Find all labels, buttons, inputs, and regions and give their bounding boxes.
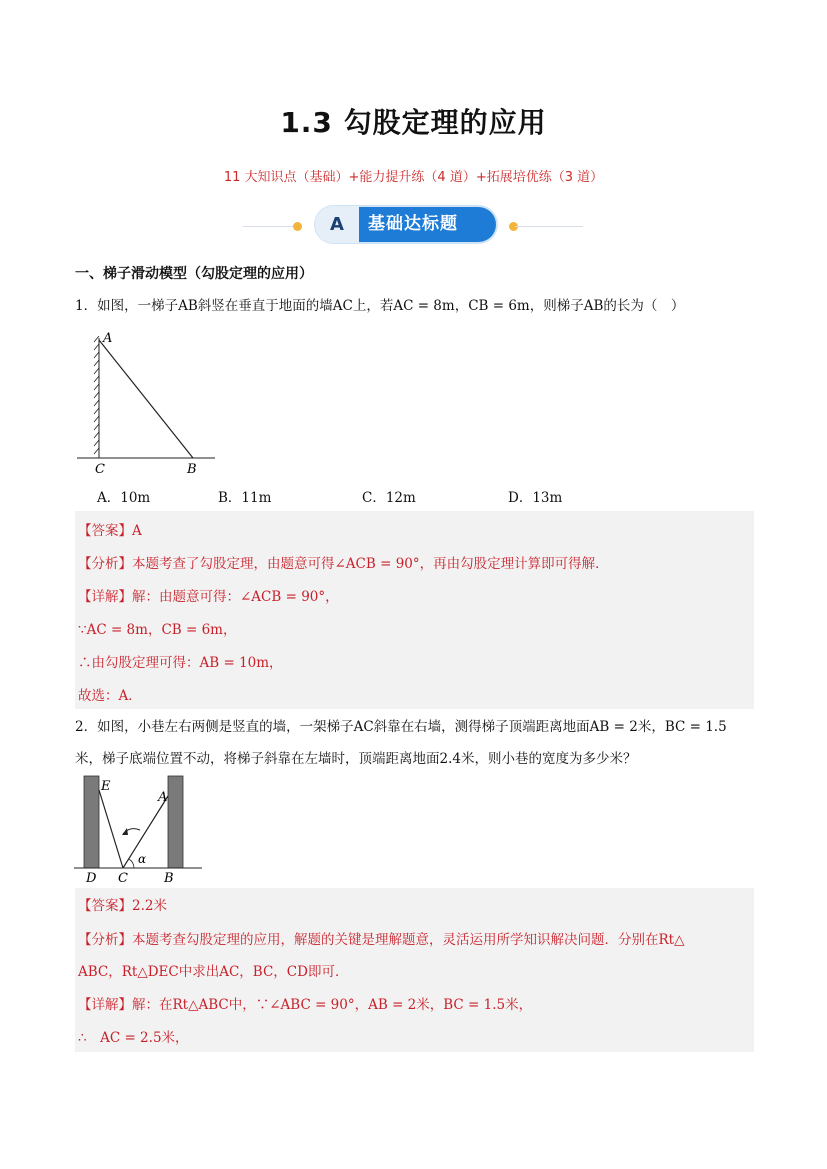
wall-hatching — [94, 336, 99, 458]
banner-line-left — [243, 226, 298, 227]
banner-badge: A — [315, 206, 359, 243]
banner-line-right — [515, 226, 583, 227]
section-heading: 一、梯子滑动模型（勾股定理的应用） — [75, 266, 313, 282]
ladder-ab — [99, 340, 193, 458]
detail-line-4: 故选：A． — [78, 688, 142, 704]
option-a: A．10m — [97, 490, 151, 506]
question-1-figure — [75, 330, 220, 475]
label-b: B — [187, 462, 197, 475]
label-a2: A — [158, 790, 168, 805]
label-c2: C — [118, 871, 128, 884]
answer-box-1 — [75, 511, 754, 709]
analysis-line: 【分析】本题考查了勾股定理，由题意可得∠ACB = 90°，再由勾股定理计算即可得解． — [78, 556, 609, 572]
angle-arc — [129, 859, 134, 868]
option-d: D．13m — [508, 490, 563, 506]
option-b: B．11m — [218, 490, 272, 506]
answer-box-2 — [75, 888, 754, 1052]
banner-label: 基础达标题 — [368, 214, 458, 234]
page-title: 1.3 勾股定理的应用 — [280, 106, 547, 139]
answer-line: 【答案】A — [78, 523, 142, 539]
right-wall — [168, 776, 183, 868]
section-banner — [243, 205, 583, 245]
question-1-text: 1．如图，一梯子AB斜竖在垂直于地面的墙AC上，若AC = 8m，CB = 6m，则梯子AB的长为（ ） — [75, 298, 685, 314]
detail-line-2: ∵AC = 8m，CB = 6m， — [78, 622, 237, 638]
question-2-line-1: 2．如图，小巷左右两侧是竖直的墙，一架梯子AC斜靠在右墙，测得梯子顶端距离地面AB = 2米，BC = 1.5 — [75, 719, 727, 735]
analysis-line-2a: 【分析】本题考查勾股定理的应用，解题的关键是理解题意，灵活运用所学知识解决问题．分别在Rt△ — [78, 932, 685, 948]
detail-line-2a: 【详解】解：在Rt△ABC中，∵∠ABC = 90°，AB = 2米，BC = 1.5米， — [78, 997, 533, 1013]
label-c: C — [95, 462, 105, 475]
question-2-figure — [72, 772, 207, 884]
rotation-arrowhead — [122, 828, 128, 835]
label-d: D — [86, 871, 97, 884]
answer-line-2: 【答案】2.2米 — [78, 898, 167, 914]
label-alpha: α — [138, 852, 147, 866]
left-wall — [84, 776, 99, 868]
label-e: E — [101, 779, 111, 794]
detail-line-2b: ∴ AC = 2.5米， — [78, 1030, 189, 1046]
detail-line-3: ∴由勾股定理可得：AB = 10m， — [78, 655, 283, 671]
analysis-line-2b: ABC，Rt△DEC中求出AC，BC，CD即可． — [78, 964, 349, 980]
banner-dot-left — [293, 222, 302, 231]
label-b2: B — [164, 871, 174, 884]
banner-pill — [316, 207, 496, 242]
question-2-line-2: 米，梯子底端位置不动，将梯子斜靠在左墙时，顶端距离地面2.4米，则小巷的宽度为多少米？ — [75, 751, 637, 767]
ladder-ec — [99, 790, 123, 868]
detail-line-1: 【详解】解：由题意可得：∠ACB = 90°， — [78, 589, 339, 605]
page-subtitle: 11 大知识点（基础）+能力提升练（4 道）+拓展培优练（3 道） — [223, 170, 604, 185]
label-a: A — [103, 331, 113, 346]
option-c: C．12m — [362, 490, 416, 506]
